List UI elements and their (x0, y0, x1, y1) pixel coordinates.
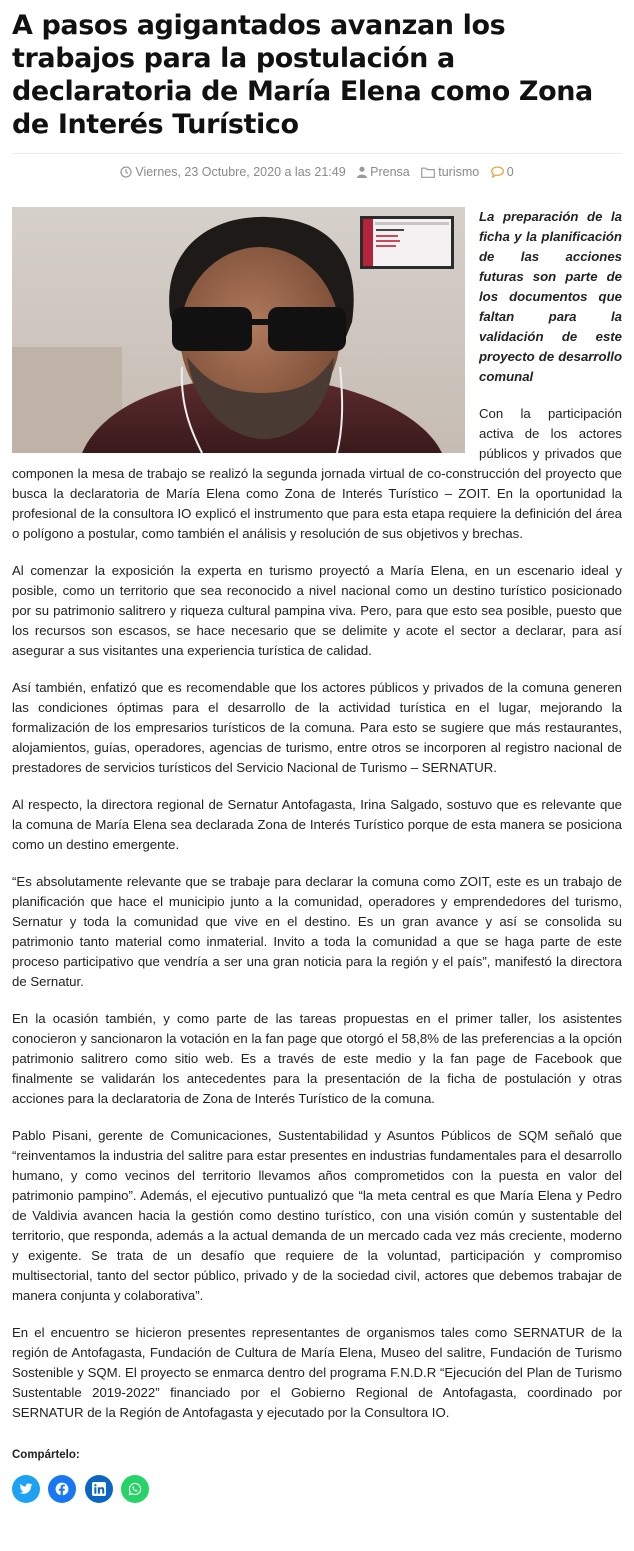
article-paragraph: Con la participación activa de los actores públicos y privados que componen la mesa de trabajo se realizó la segunda jornada virtual de co-construcción del proyecto que busca la declaratoria de María Elena como Zona de Interés Turístico – ZOIT. En la oportunidad la profesional de la consultora IO explicó el instrumento que para esta etapa requiere la definición del área o polígono a postular, como también el análisis y resolución de sus objetivos y brechas. (12, 406, 622, 541)
article-paragraph: Así también, enfatizó que es recomendable que los actores públicos y privados de la comuna generen las condiciones óptimas para el desarrollo de la actividad turística en el lugar, mejorando la formalización de los empresarios turísticos de la comuna. Para esto se sugiere que más restaurantes, alojamientos, guías, operadores, agencias de turismo, entre otros se incorporen al registro nacional de prestadores de servicios turísticos del Servicio Nacional de Turismo – SERNATUR. (12, 680, 622, 775)
whatsapp-icon (128, 1482, 142, 1496)
share-twitter-button[interactable] (12, 1475, 40, 1503)
meta-comments-count[interactable]: 0 (506, 165, 514, 179)
clock-icon (120, 166, 132, 178)
title-divider (12, 153, 622, 154)
folder-icon (421, 167, 435, 178)
meta-author[interactable] (357, 162, 410, 182)
article-photo (12, 207, 465, 453)
article-paragraph: “Es absolutamente relevante que se trabaje para declarar la comuna como ZOIT, este es un trabajo de planificación que hace el municipio junto a la comunidad, operadores y emprendedores del turismo, Sernatur y toda la comunidad que vive en el destino. Es un gran avance y así se consolida su patrimonio tanto material como inmaterial. Invito a toda la comunidad a que se haga parte de este proceso participativo que vendría a ser una gran noticia para la región y el país”, manifestó la directora de Sernatur. (12, 874, 622, 989)
share-facebook-button[interactable] (48, 1475, 76, 1503)
article-paragraph: Pablo Pisani, gerente de Comunicaciones, Sustentabilidad y Asuntos Públicos de SQM señaló que “reinventamos la industria del salitre para estar presentes en industrias fundamentales para el desarrollo humano, y como vecinos del territorio llevamos años comprometidos con la puesta en valor del patrimonio pampino”. Además, el ejecutivo puntualizó que “la meta central es que María Elena y Pedro de Valdivia avancen hacia la gestión como destino turístico, con una visión común y sustentable del territorio, que responda, además a la actual demanda de un mercado cada vez más creciente, moderno y exigente. Se trata de un desafío que requiere de la voluntad, participación y compromiso multisectorial, tanto del sector público, privado y de la sociedad civil, actores que debemos trabajar de manera conjunta y colaborativa”. (12, 1128, 622, 1303)
facebook-icon (55, 1482, 69, 1496)
share-whatsapp-button[interactable] (121, 1475, 149, 1503)
user-icon (357, 166, 367, 178)
meta-comments[interactable] (491, 162, 514, 182)
share-buttons (12, 1475, 622, 1505)
meta-category[interactable] (421, 162, 479, 182)
comment-icon (491, 166, 504, 178)
meta-date (120, 162, 345, 182)
twitter-icon (19, 1482, 33, 1496)
article-body (12, 207, 622, 1423)
article-meta (12, 162, 622, 182)
meta-author-link[interactable]: Prensa (370, 165, 410, 179)
share-linkedin-button[interactable] (85, 1475, 113, 1503)
meta-date-text: Viernes, 23 Octubre, 2020 a las 21:49 (135, 165, 346, 179)
article-paragraph: En el encuentro se hicieron presentes representantes de organismos tales como SERNATUR de la región de Antofagasta, Fundación de Cultura de María Elena, Museo del salitre, Fundación de Turismo Sostenible y SQM. El proyecto se enmarca dentro del programa F.N.D.R “Ejecución del Plan de Turismo Sustentable 2019-2022” financiado por el Gobierno Regional de Antofagasta, coordinado por SERNATUR de la Región de Antofagasta y ejecutado por la Consultora IO. (12, 1325, 622, 1420)
linkedin-icon (92, 1482, 106, 1496)
article-paragraph: Al respecto, la directora regional de Sernatur Antofagasta, Irina Salgado, sostuvo que es relevante que la comuna de María Elena sea declarada Zona de Interés Turístico porque de esta manera se posiciona como un destino emergente. (12, 797, 622, 852)
article-title: A pasos agigantados avanzan los trabajos para la postulación a declaratoria de María Elena como Zona de Interés Turístico (12, 10, 593, 140)
meta-category-link[interactable]: turismo (438, 165, 480, 179)
share-label: Compártelo: (12, 1449, 80, 1461)
article-paragraph: Al comenzar la exposición la experta en turismo proyectó a María Elena, en un escenario ideal y posible, como un territorio que sea reconocido a nivel nacional como un destino turístico posicionado por su patrimonio salitrero y riqueza cultural pampina viva. Pero, para que esto sea posible, puesto que los recursos son escasos, se hace necesario que se delimite y acote el sector a declarar, para así asegurar a sus visitantes una experiencia turística de calidad. (12, 563, 622, 658)
article-paragraph: En la ocasión también, y como parte de las tareas propuestas en el primer taller, los asistentes conocieron y sancionaron la votación en la fan page que otorgó el 58,8% de las preferencias a la opción patrimonio salitrero como sitio web. Es a través de este medio y la fan page de Facebook que finalmente se validarán los antecedentes para la presentación de la ficha de postulación y otras acciones para la declaratoria de Zona de Interés Turístico de la comuna. (12, 1011, 622, 1106)
article-lead: La preparación de la ficha y la planificación de las acciones futuras son parte de los documentos que faltan para la validación de este proyecto de desarrollo comunal (479, 209, 622, 384)
videocall-photo (12, 207, 465, 453)
